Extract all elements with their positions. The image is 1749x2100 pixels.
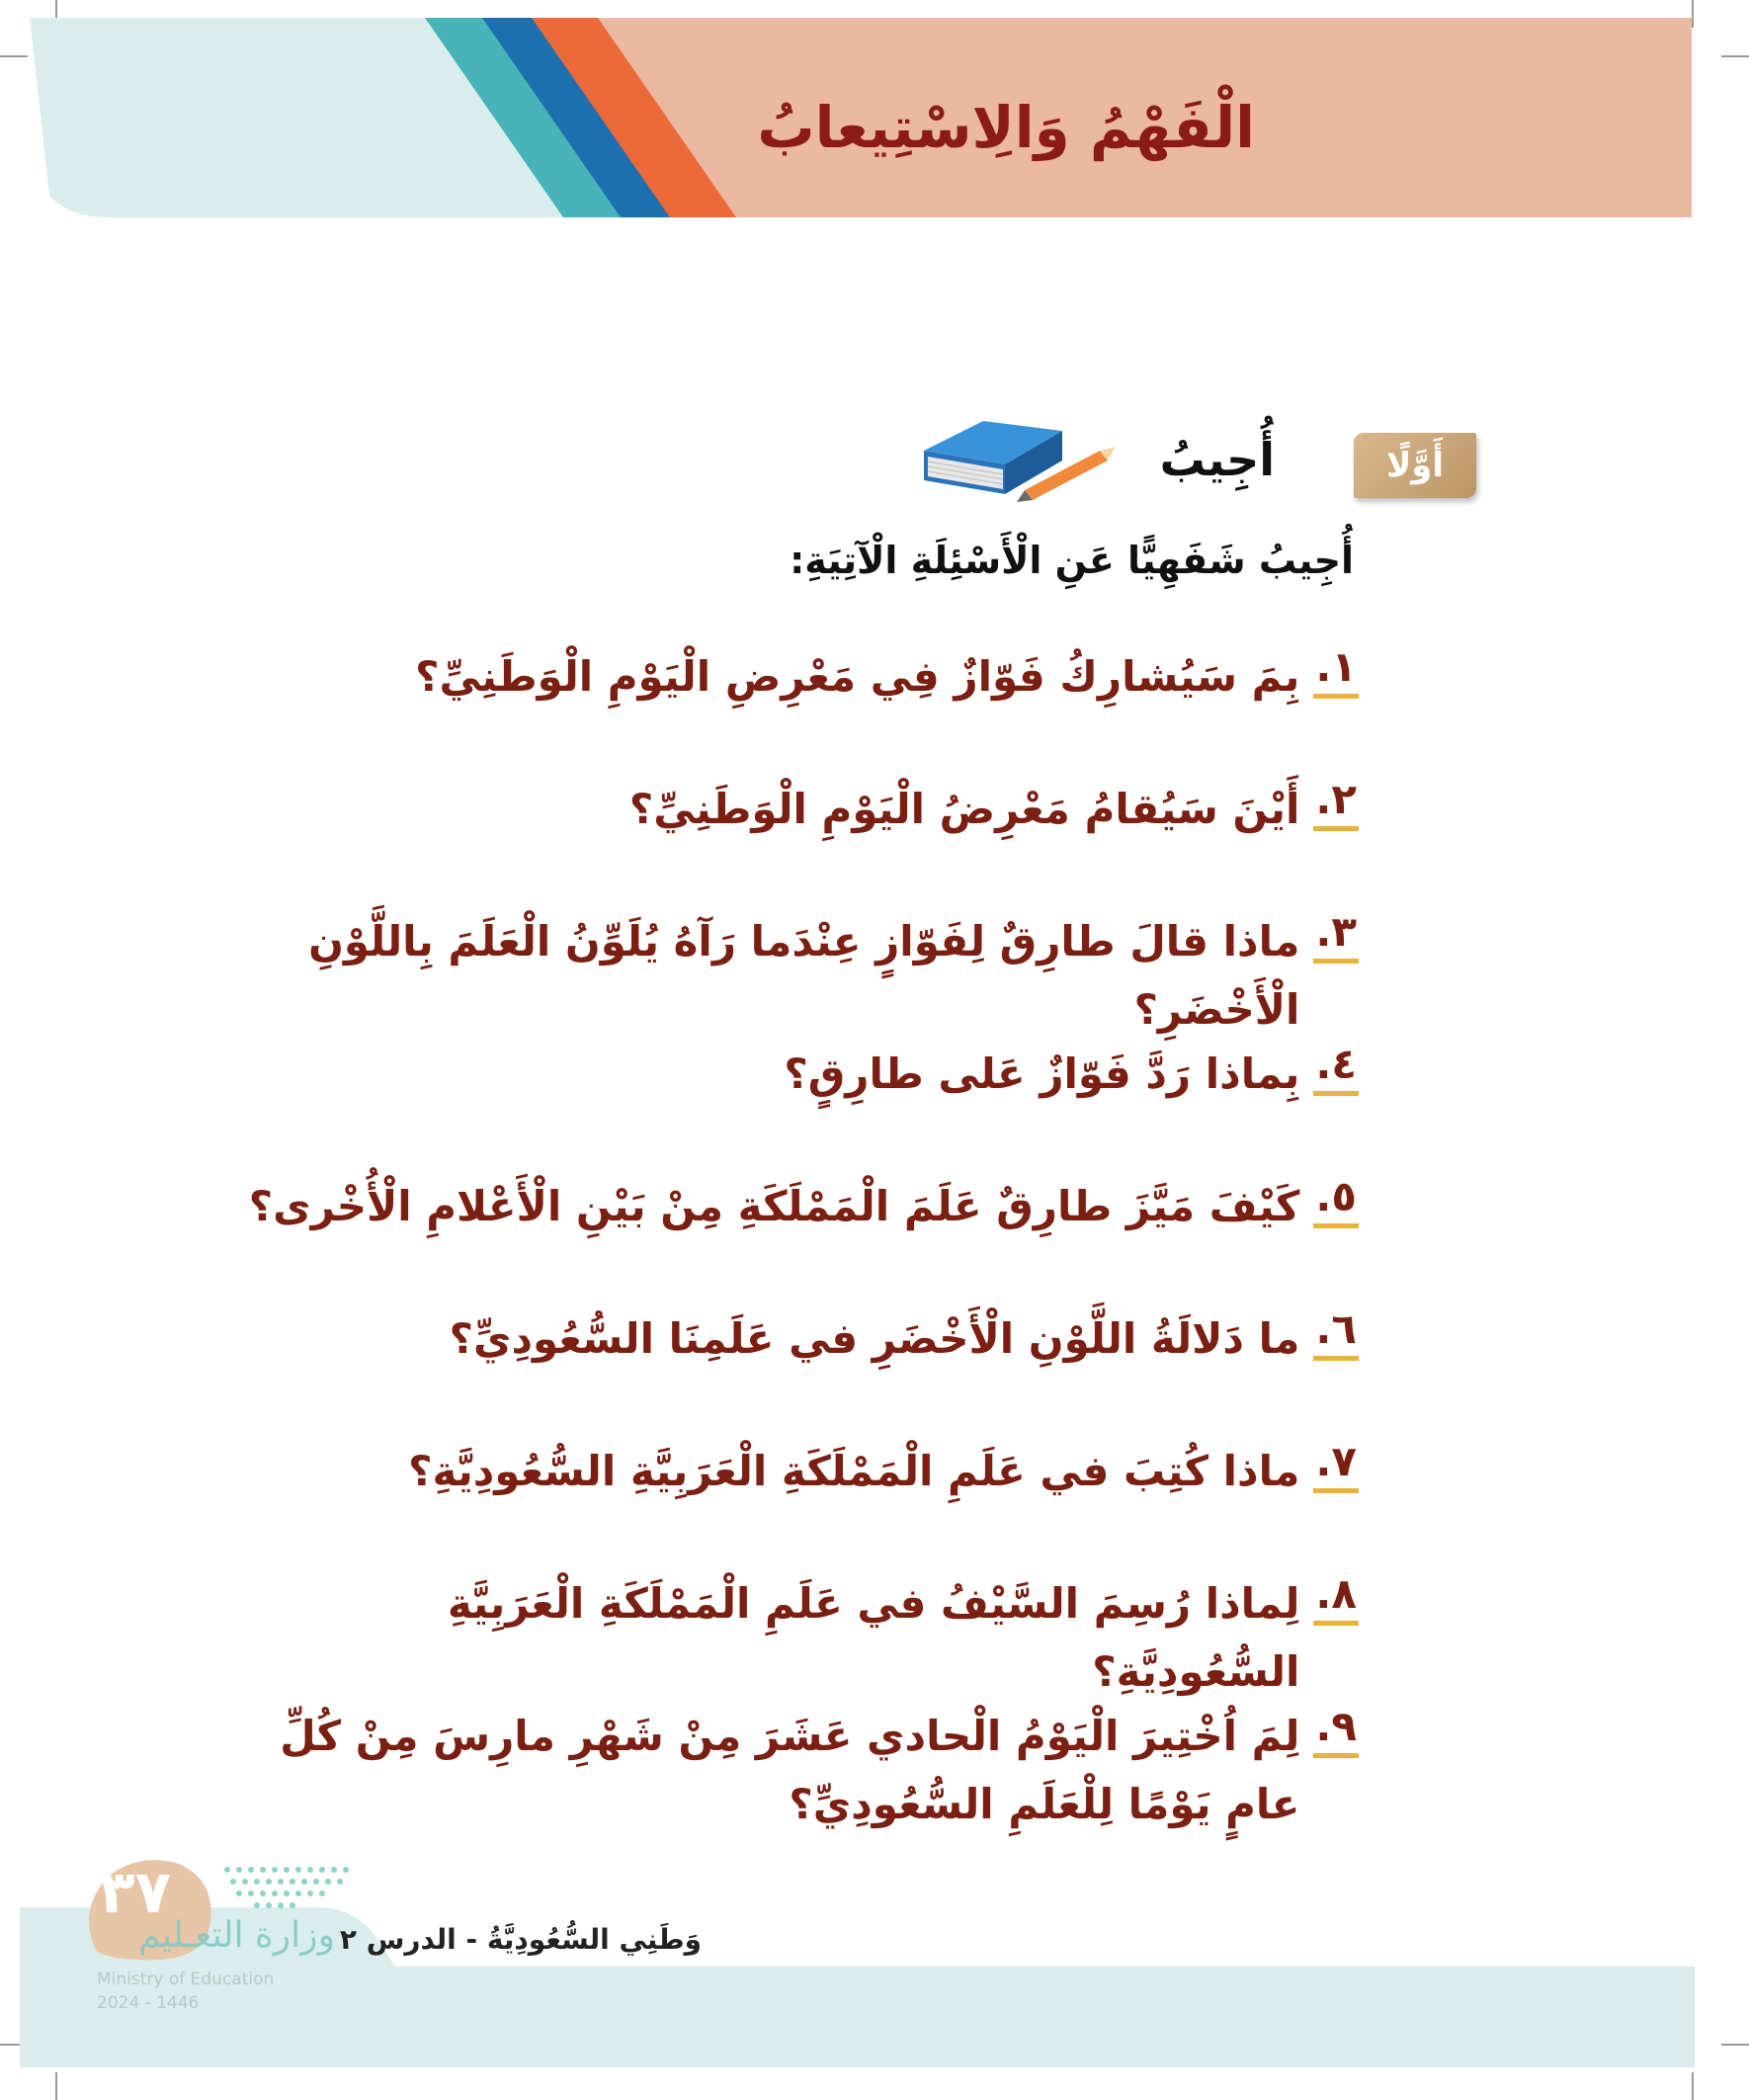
question-number: ٣. [1313,907,1359,964]
book-pencil-icon [914,399,1122,508]
question-text: بِمَ سَيُشارِكُ فَوّازٌ فِي مَعْرِضِ الْيَوْمِ الْوَطَنِيِّ؟ [415,652,1300,701]
question-item [242,1569,1359,1702]
question-item [242,642,1359,775]
page-number: ٣٧ [99,1858,172,1927]
question-text: لِماذا رُسِمَ السَّيْفُ في عَلَمِ الْمَمْلَكَةِ الْعَرَبِيَّةِ السُّعُودِيَّةِ؟ [447,1579,1300,1697]
crop-mark [1721,55,1749,57]
question-item [242,1040,1359,1172]
question-number: ٤. [1313,1040,1359,1096]
question-text: ماذا قالَ طارِقٌ لِفَوّازٍ عِنْدَما رَآهُ يُلَوِّنُ الْعَلَمَ بِاللَّوْنِ الْأَخْضَرِ؟ [308,917,1300,1035]
question-number: ٢. [1313,775,1359,831]
question-number: ٩. [1313,1702,1359,1758]
question-number: ٥. [1313,1172,1359,1228]
question-item [242,775,1359,907]
question-text: بِماذا رَدَّ فَوّازٌ عَلى طارِقٍ؟ [784,1050,1300,1098]
question-list [242,642,1359,1890]
question-item [242,1437,1359,1569]
question-number: ٨. [1313,1569,1359,1626]
question-item [242,1172,1359,1304]
question-text: ما دَلالَةُ اللَّوْنِ الْأَخْضَرِ في عَلَمِنَا السُّعُودِيِّ؟ [449,1314,1300,1363]
section-badge [1354,433,1476,498]
crop-mark [0,55,28,57]
lesson-label: وَطَنِي السُّعُودِيَّةُ - الدرس ٢ [339,1923,702,1956]
instruction-text: أُجِيبُ شَفَهِيًّا عَنِ الْأَسْئِلَةِ الْآتِيَةِ: [790,539,1354,582]
question-number: ٦. [1313,1304,1359,1361]
crop-mark [1721,2044,1749,2046]
question-item [242,1304,1359,1437]
ministry-name-en: Ministry of Education [97,1970,275,1989]
question-text: ماذا كُتِبَ في عَلَمِ الْمَمْلَكَةِ الْعَرَبِيَّةِ السُّعُودِيَّةِ؟ [408,1447,1300,1495]
ministry-name-ar: وزارة التعـليم [138,1915,335,1956]
section-badge-label: أَوَّلًا [1385,446,1445,485]
question-item [242,1702,1359,1890]
question-text: كَيْفَ مَيَّزَ طارِقٌ عَلَمَ الْمَمْلَكَةِ مِنْ بَيْنِ الْأَعْلامِ الْأُخْرى؟ [248,1182,1300,1230]
question-number: ١. [1313,642,1359,699]
section-title: أُجِيبُ [1159,433,1275,486]
ministry-year: 2024 - 1446 [97,1993,200,2013]
question-text: أَيْنَ سَيُقامُ مَعْرِضُ الْيَوْمِ الْوَطَنِيِّ؟ [628,785,1300,833]
crop-mark [1692,0,1694,28]
question-text: لِمَ اُخْتِيرَ الْيَوْمُ الْحادي عَشَرَ مِنْ شَهْرِ مارِسَ مِنْ كُلِّ عامٍ يَوْمًا لِلْعَلَمِ السُّعُودِيِّ؟ [280,1712,1300,1829]
question-number: ٧. [1313,1437,1359,1493]
page-title: الْفَهْمُ وَالِاسْتِيعابُ [757,94,1255,161]
crop-mark [1692,2072,1694,2100]
question-item [242,907,1359,1040]
crop-mark [55,2072,57,2100]
